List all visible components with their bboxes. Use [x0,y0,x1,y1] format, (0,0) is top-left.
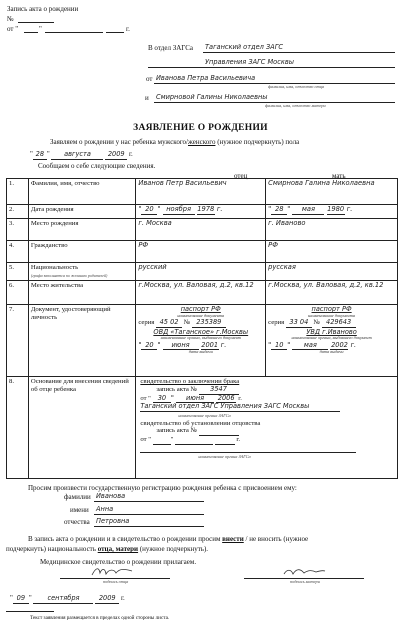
footer-note: Текст заявления размещается в пределах одной стороны листа. [30,615,170,621]
father-residence[interactable]: г.Москва, ул. Валовая, д.2, кв.12 [136,281,266,305]
nationality-text-3: подчеркнуть) национальность [6,545,96,553]
sign-day[interactable]: 09 [13,595,29,604]
table-row [7,219,398,241]
father-document[interactable]: паспорт РФ наименование документа серия 45 02 № 235389 ОВД «Таганское» г.Москвы наименование органа, выдавшего документ " 20 " июня 2001 г. дата выдачи [136,305,266,377]
female-word: женского [188,138,216,146]
father-fio[interactable]: Иванов Петр Васильевич [136,179,266,205]
nationality-text-4: (нужное подчеркнуть). [139,545,209,553]
paternity-cert-label: свидетельство об установлении отцовства [140,419,261,427]
father-name-caption: фамилия, имя, отчество отца [268,84,325,89]
declare-text: Заявляем о рождении у нас ребенка мужского/ [50,138,188,146]
child-patronymic[interactable]: Петровна [96,517,130,525]
table-row [7,377,398,479]
column-father: отец [234,172,248,180]
page-title: ЗАЯВЛЕНИЕ О РОЖДЕНИИ [133,123,268,133]
row-number: 4. [7,241,29,263]
table-row [7,205,398,219]
record-date-label: от " [7,25,19,33]
report-text: Сообщаем о себе следующие сведения. [38,162,156,170]
child-name[interactable]: Анна [96,505,114,513]
father-citizenship[interactable]: РФ [136,241,266,263]
mother-name-header: Смирновой Галины Николаевны [156,93,268,101]
sign-year[interactable]: 2009 [95,595,119,604]
father-sign-caption: подпись отца [103,579,129,584]
record-year-field[interactable] [106,32,124,33]
birth-year: 2009 [105,151,127,160]
row-number: 3. [7,219,29,241]
father-nationality[interactable]: русский [136,263,266,281]
from-label: от [146,75,153,83]
row-label-birthplace: Место рождения [28,219,135,241]
mother-birthdate[interactable]: " 28 " мая 1980 г. [266,205,398,219]
table-row [7,241,398,263]
patronymic-label: отчества [64,518,90,526]
basis-details[interactable]: свидетельство о заключении брака запись акта № 3547 от " 30 " июня 2006 г. Таганский отдел ЗАГС Управления ЗАГС Москвы наименование органа ЗАГСа свидетельство об установлении отцовства запись акта № от " " г. наименование органа ЗАГСа [136,377,398,479]
sign-month[interactable]: сентября [33,595,93,604]
record-day-field[interactable] [24,32,38,33]
marriage-record-number[interactable]: 3547 [199,386,239,395]
row-label-fio: Фамилия, имя, отчество [28,179,135,205]
father-mother-option: отца, матери [97,545,139,553]
row-number: 5. [7,263,29,281]
mother-sign-caption: подпись матери [290,579,320,584]
mother-signature [282,566,326,578]
father-birthdate[interactable]: " 20 " ноября 1978 г. [136,205,266,219]
row-label-residence: Место жительства [28,281,135,305]
mother-birthplace[interactable]: г. Иваново [266,219,398,241]
row-number: 1. [7,179,29,205]
to-label: В отдел ЗАГСа [148,44,193,52]
row-label-id-document: Документ, удостоверяющий личность [28,305,135,377]
surname-label: фамилии [64,493,91,501]
birth-year-suffix: г. [128,150,133,158]
medical-attachment: Медицинское свидетельство о рождении прилагаем. [40,558,197,566]
office-line-2: Управления ЗАГС Москвы [205,58,294,66]
father-birthplace[interactable]: г. Москва [136,219,266,241]
child-request: Просим произвести государственную регистрацию рождения ребенка с присвоением ему: [28,484,297,492]
mother-nationality[interactable]: русская [266,263,398,281]
nationality-note: (графа заполняется по желанию родителей) [30,272,108,278]
mother-fio[interactable]: Смирнова Галина Николаевна [266,179,398,205]
record-number-label: № [7,15,14,23]
child-surname[interactable]: Иванова [96,492,126,500]
row-number: 7. [7,305,29,377]
nationality-text-2: / не вносить (нужное [245,535,309,543]
nationality-text-1: В запись акта о рождении и в свидетельство о рождении просим [28,535,221,543]
office-line-1: Таганский отдел ЗАГС [205,43,283,51]
row-label-basis: Основание для внесения сведений об отце ребенка [28,377,135,479]
record-month-field[interactable] [45,32,103,33]
marriage-cert-label: свидетельство о заключении брака [140,378,240,386]
mother-document[interactable]: паспорт РФ наименование документа серия 33 04 № 429643 УВД г.Иваново наименование органа, выдавшего документ " 10 " мая 2002 г. дата выдачи [266,305,398,377]
record-number-field[interactable] [18,22,54,23]
table-row [7,179,398,205]
father-signature [90,566,134,578]
marriage-authority[interactable]: Таганский отдел ЗАГС Управления ЗАГС Москвы [140,403,340,412]
row-label-citizenship: Гражданство [28,241,135,263]
record-year-suffix: г. [126,25,130,33]
mother-name-caption: фамилия, имя, отчество матери [265,103,326,108]
enter-option: внести [222,535,244,543]
row-number: 2. [7,205,29,219]
row-number: 8. [7,377,29,479]
record-title: Запись акта о рождении [7,5,79,13]
row-number: 6. [7,281,29,305]
birth-month: августа [51,151,103,160]
table-row [7,263,398,281]
mother-residence[interactable]: г.Москва, ул. Валовая, д.2, кв.12 [266,281,398,305]
declare-tail: (нужное подчеркнуть) пола [217,138,300,146]
mother-citizenship[interactable]: РФ [266,241,398,263]
column-mother: мать [332,172,346,180]
row-label-nationality: Национальность (графа заполняется по желанию родителей) [28,263,135,281]
and-label: и [145,94,149,102]
birth-day: 28 [33,151,47,160]
sign-year-suffix: г. [120,594,125,602]
father-name-header: Иванова Петра Васильевича [156,74,256,82]
table-row [7,305,398,377]
table-row [7,281,398,305]
parents-table [6,178,398,479]
row-label-birthdate: Дата рождения [28,205,135,219]
name-label: имени [70,506,89,514]
